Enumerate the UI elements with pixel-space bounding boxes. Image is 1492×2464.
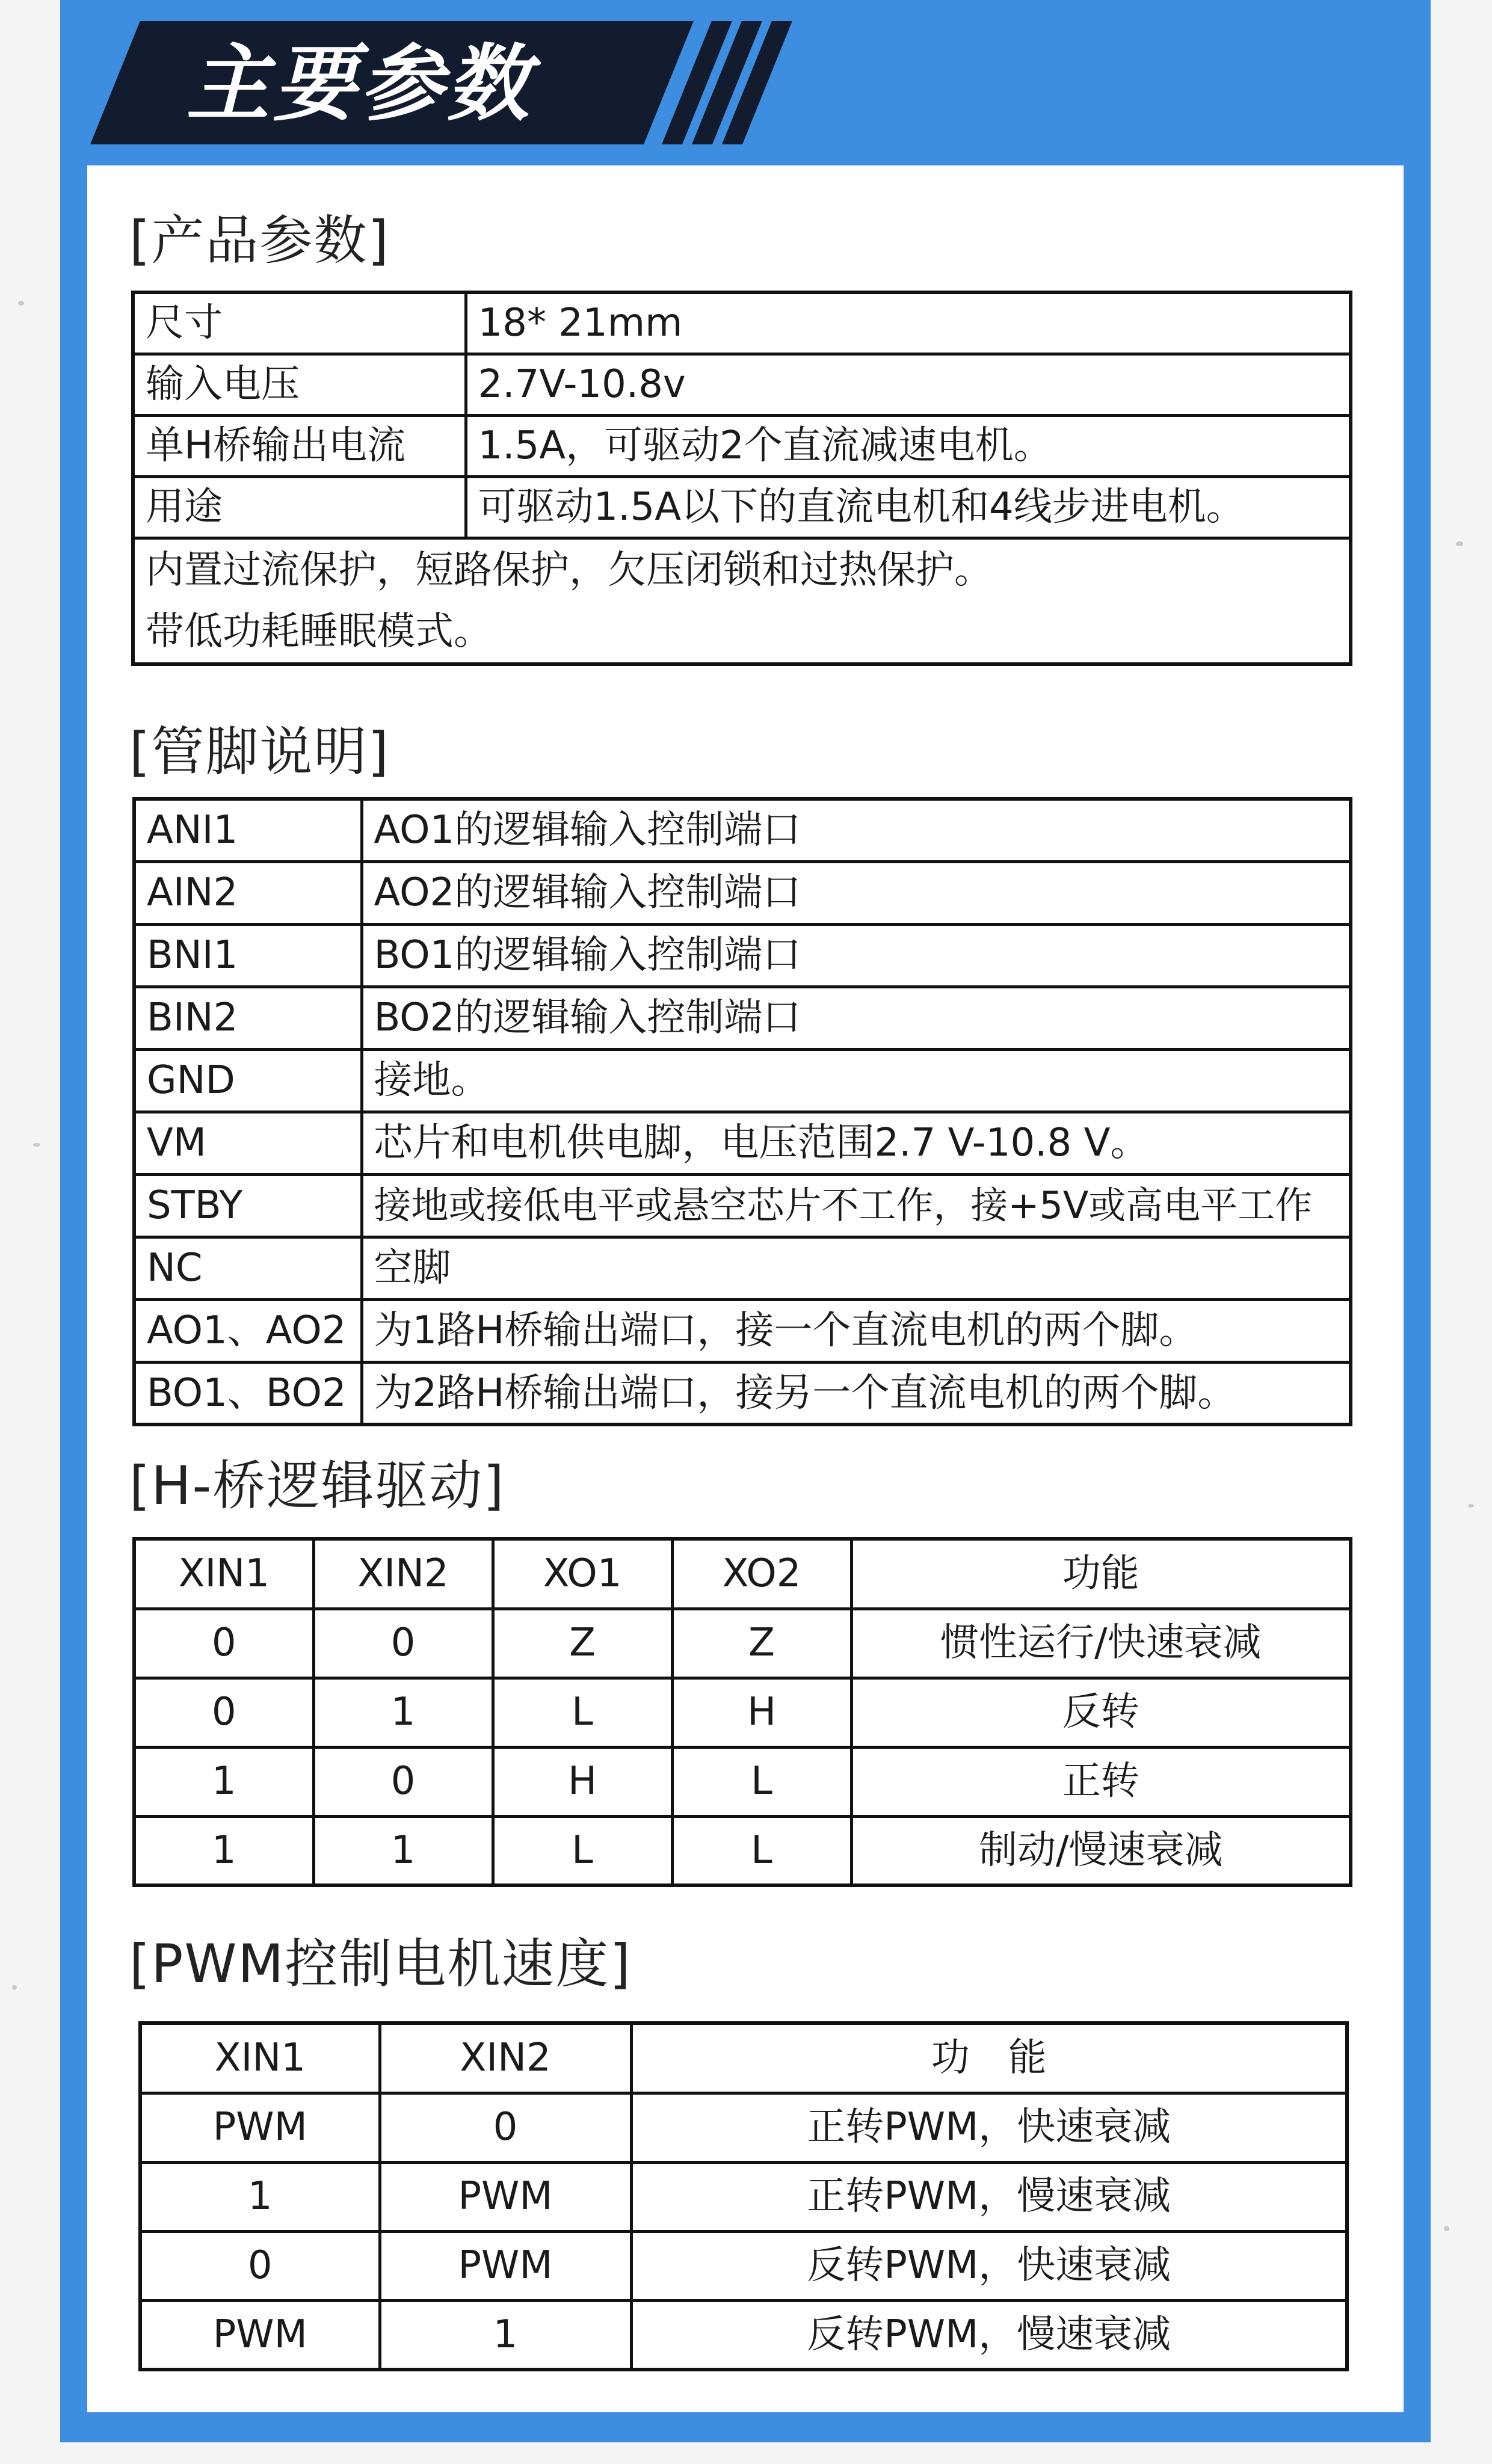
table-cell: PWM: [140, 2093, 380, 2162]
table-row: [134, 1678, 1351, 1747]
table-cell: 1: [134, 1816, 313, 1885]
speck: [18, 301, 24, 306]
column-header: XIN1: [140, 2023, 380, 2093]
product-params-table: [131, 291, 1352, 666]
pin-name: STBY: [134, 1174, 362, 1237]
table-cell: 制动/慢速衰减: [851, 1816, 1351, 1885]
table-cell: L: [672, 1747, 851, 1816]
param-value: 可驱动1.5A以下的直流电机和4线步进电机。: [466, 476, 1351, 538]
table-row: [134, 1362, 1351, 1424]
table-row: [134, 799, 1351, 861]
table-row: [140, 2162, 1347, 2231]
pin-desc: 接地或接低电平或悬空芯片不工作，接+5V或高电平工作: [362, 1174, 1351, 1237]
table-cell: 1: [380, 2300, 631, 2370]
table-header-row: [140, 2023, 1347, 2093]
pin-desc: AO2的逻辑输入控制端口: [362, 861, 1351, 924]
table-cell: 0: [313, 1609, 493, 1678]
table-cell: 正转PWM，快速衰减: [631, 2093, 1347, 2162]
table-row: [140, 2231, 1347, 2300]
column-header: XIN1: [134, 1539, 313, 1609]
table-row: [134, 861, 1351, 924]
param-label: 尺寸: [133, 292, 466, 354]
table-cell: 0: [140, 2231, 380, 2300]
table-cell: Z: [672, 1609, 851, 1678]
table-row: [140, 2093, 1347, 2162]
pin-name: BIN2: [134, 987, 362, 1049]
table-cell: 1: [313, 1678, 493, 1747]
section-heading-product-params: [产品参数]: [129, 209, 390, 271]
speck: [12, 1985, 17, 1990]
pin-name: GND: [134, 1049, 362, 1112]
table-cell: 0: [134, 1609, 313, 1678]
table-cell: PWM: [140, 2300, 380, 2370]
column-header: 功能: [851, 1539, 1351, 1609]
table-cell: 0: [134, 1678, 313, 1747]
pin-name: VM: [134, 1112, 362, 1174]
table-row: [140, 2300, 1347, 2370]
page-title: 主要参数: [186, 35, 534, 132]
column-header: 功 能: [631, 2023, 1347, 2093]
pin-name: BO1、BO2: [134, 1362, 362, 1424]
pin-name: AO1、AO2: [134, 1299, 362, 1362]
table-row: [134, 1049, 1351, 1112]
column-header: XO1: [493, 1539, 672, 1609]
pin-desc: 芯片和电机供电脚，电压范围2.7 V-10.8 V。: [362, 1112, 1351, 1174]
column-header: XIN2: [313, 1539, 493, 1609]
table-row: [133, 415, 1351, 476]
section-heading-h-bridge: [H-桥逻辑驱动]: [129, 1455, 505, 1517]
pin-desc: 空脚: [362, 1237, 1351, 1299]
table-row: [134, 924, 1351, 987]
table-cell: PWM: [380, 2231, 631, 2300]
pin-desc: BO2的逻辑输入控制端口: [362, 987, 1351, 1049]
section-heading-pin-description: [管脚说明]: [129, 721, 390, 783]
table-cell: Z: [493, 1609, 672, 1678]
table-cell: 1: [134, 1747, 313, 1816]
pin-desc: 为1路H桥输出端口，接一个直流电机的两个脚。: [362, 1299, 1351, 1362]
param-value: 1.5A，可驱动2个直流减速电机。: [466, 415, 1351, 476]
column-header: XIN2: [380, 2023, 631, 2093]
table-cell: L: [493, 1678, 672, 1747]
table-row: [134, 1112, 1351, 1174]
pin-name: BNI1: [134, 924, 362, 987]
pin-desc: AO1的逻辑输入控制端口: [362, 799, 1351, 861]
table-cell: H: [493, 1747, 672, 1816]
param-label: 输入电压: [133, 354, 466, 415]
table-cell: 1: [313, 1816, 493, 1885]
table-row: [133, 354, 1351, 415]
table-cell: 反转: [851, 1678, 1351, 1747]
section-heading-pwm-speed: [PWM控制电机速度]: [129, 1933, 632, 1995]
table-row: [133, 292, 1351, 354]
table-cell: PWM: [380, 2162, 631, 2231]
table-cell: 反转PWM，快速衰减: [631, 2231, 1347, 2300]
notes-cell: [133, 538, 1351, 664]
table-row: [134, 1299, 1351, 1362]
table-row: [134, 987, 1351, 1049]
h-bridge-logic-table: [132, 1537, 1352, 1887]
speck: [1456, 541, 1463, 546]
pin-desc: 为2路H桥输出端口，接另一个直流电机的两个脚。: [362, 1362, 1351, 1424]
pin-name: NC: [134, 1237, 362, 1299]
table-cell: 惯性运行/快速衰减: [851, 1609, 1351, 1678]
speck: [1468, 1504, 1474, 1508]
table-cell: 正转PWM，慢速衰减: [631, 2162, 1347, 2231]
table-cell: 正转: [851, 1747, 1351, 1816]
table-cell: 0: [380, 2093, 631, 2162]
pin-desc: 接地。: [362, 1049, 1351, 1112]
table-header-row: [134, 1539, 1351, 1609]
speck: [33, 1143, 40, 1147]
table-row: [133, 476, 1351, 538]
table-row: [134, 1816, 1351, 1885]
pin-name: ANI1: [134, 799, 362, 861]
param-value: 2.7V-10.8v: [466, 354, 1351, 415]
note-line: 带低功耗睡眠模式。: [146, 609, 492, 654]
pwm-speed-table: [138, 2021, 1349, 2371]
column-header: XO2: [672, 1539, 851, 1609]
speck: [1444, 2226, 1449, 2231]
param-label: 用途: [133, 476, 466, 538]
param-value: 18* 21mm: [466, 292, 1351, 354]
note-line: 内置过流保护，短路保护，欠压闭锁和过热保护。: [146, 547, 993, 593]
table-cell: L: [493, 1816, 672, 1885]
table-row: [134, 1609, 1351, 1678]
table-cell: L: [672, 1816, 851, 1885]
pin-description-table: [132, 797, 1352, 1426]
table-cell: H: [672, 1678, 851, 1747]
pin-desc: BO1的逻辑输入控制端口: [362, 924, 1351, 987]
table-row: [134, 1747, 1351, 1816]
pin-name: AIN2: [134, 861, 362, 924]
table-row: [134, 1237, 1351, 1299]
table-row-notes: [133, 538, 1351, 664]
table-row: [134, 1174, 1351, 1237]
table-cell: 1: [140, 2162, 380, 2231]
param-label: 单H桥输出电流: [133, 415, 466, 476]
table-cell: 0: [313, 1747, 493, 1816]
table-cell: 反转PWM，慢速衰减: [631, 2300, 1347, 2370]
